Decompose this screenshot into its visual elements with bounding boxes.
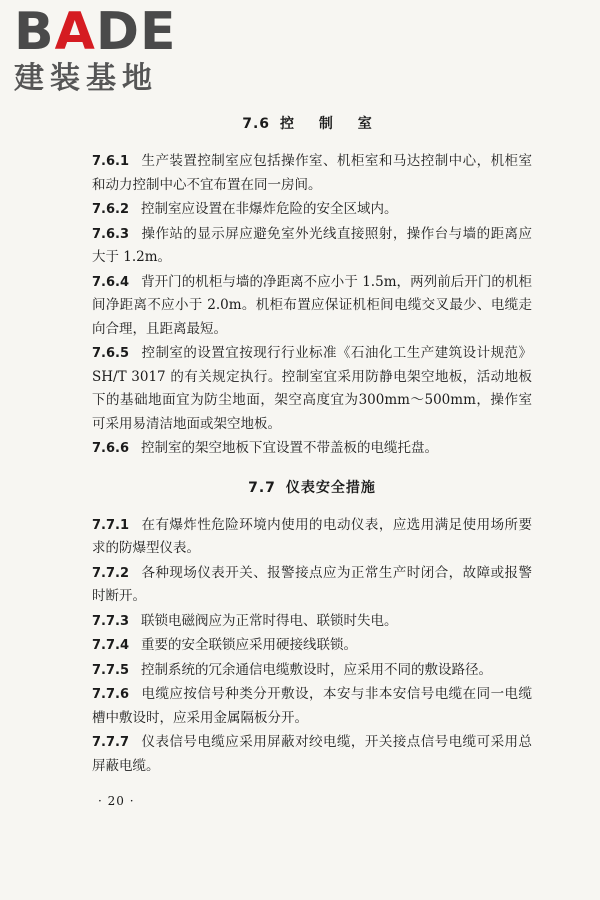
clause-number: 7.7.4 xyxy=(92,638,130,653)
clause-number: 7.6.6 xyxy=(92,441,130,456)
section-number: 7.6 xyxy=(242,116,271,132)
clause-text: 背开门的机柜与墙的净距离不应小于 1.5m，两列前后开门的机柜间净距离不应小于 2.0m。机柜布置应保证机柜间电缆交叉最少、电缆走向合理，且距离最短。 xyxy=(92,273,532,337)
clause-number: 7.7.7 xyxy=(92,735,130,750)
section-gap xyxy=(92,462,532,476)
clause-text: 生产装置控制室应包括操作室、机柜室和马达控制中心，机柜室和动力控制中心不宜布置在同一房间。 xyxy=(92,153,532,193)
section-heading-7-6 xyxy=(92,112,532,136)
clause-number: 7.6.2 xyxy=(92,202,130,217)
clause-text: 控制室应设置在非爆炸危险的安全区域内。 xyxy=(141,201,398,217)
clause-7-6-5 xyxy=(92,342,532,436)
clause-text: 电缆应按信号种类分开敷设，本安与非本安信号电缆在同一电缆槽中敷设时，应采用金属隔板分开。 xyxy=(92,686,532,726)
clause-text: 操作站的显示屏应避免室外光线直接照射，操作台与墙的距离应大于 1.2m。 xyxy=(92,225,532,265)
clause-text: 各种现场仪表开关、报警接点应为正常生产时闭合，故障或报警时断开。 xyxy=(92,564,532,604)
document-page xyxy=(92,112,532,779)
section-number: 7.7 xyxy=(248,479,276,496)
clause-7-7-6 xyxy=(92,683,532,730)
clause-number: 7.7.2 xyxy=(92,565,130,581)
clause-7-6-2 xyxy=(92,198,532,222)
clause-number: 7.6.1 xyxy=(92,154,130,169)
clause-7-7-7 xyxy=(92,731,532,778)
clause-7-6-4 xyxy=(92,271,532,342)
clause-number: 7.7.6 xyxy=(92,687,130,702)
section-title: 仪表安全措施 xyxy=(285,479,376,496)
logo-letter-b: B xyxy=(14,2,55,62)
clause-text: 仪表信号电缆应采用屏蔽对绞电缆，开关接点信号电缆可采用总屏蔽电缆。 xyxy=(92,734,532,774)
clause-7-6-6 xyxy=(92,437,532,461)
clause-text: 控制系统的冗余通信电缆敷设时，应采用不同的敷设路径。 xyxy=(141,661,493,678)
bade-logo xyxy=(14,2,177,96)
logo-letters-de: DE xyxy=(95,2,177,62)
clause-number: 7.6.5 xyxy=(92,346,130,361)
clause-7-6-3 xyxy=(92,223,532,270)
section-title: 控 制 室 xyxy=(280,116,382,132)
clause-number: 7.6.3 xyxy=(92,226,130,242)
clause-number: 7.7.5 xyxy=(92,662,130,678)
clause-7-6-1 xyxy=(92,150,532,197)
clause-7-7-4 xyxy=(92,634,532,658)
clause-number: 7.6.4 xyxy=(92,274,130,290)
clause-number: 7.7.1 xyxy=(92,517,130,533)
clause-number: 7.7.3 xyxy=(92,613,130,629)
page-number: · 20 · xyxy=(98,794,135,808)
logo-wordmark xyxy=(14,2,177,62)
logo-subtitle: 建装基地 xyxy=(14,61,158,96)
clause-7-7-3 xyxy=(92,610,532,634)
clause-7-7-2 xyxy=(92,562,532,609)
clause-7-7-5 xyxy=(92,659,532,683)
section-heading-7-7 xyxy=(92,476,532,500)
clause-7-7-1 xyxy=(92,514,532,561)
clause-text: 控制室的设置宜按现行行业标准《石油化工生产建筑设计规范》SH/T 3017 的有关规定执行。控制室宜采用防静电架空地板，活动地板下的基础地面宜为防尘地面，架空高度宜为300mm～500mm，操作室可采用易清洁地面或架空地板。 xyxy=(92,345,532,432)
logo-letter-a: A xyxy=(54,2,96,62)
clause-text: 重要的安全联锁应采用硬接线联锁。 xyxy=(141,637,358,653)
clause-text: 控制室的架空地板下宜设置不带盖板的电缆托盘。 xyxy=(141,440,439,456)
clause-text: 联锁电磁阀应为正常时得电、联锁时失电。 xyxy=(141,612,398,629)
clause-text: 在有爆炸性危险环境内使用的电动仪表，应选用满足使用场所要求的防爆型仪表。 xyxy=(92,516,532,556)
